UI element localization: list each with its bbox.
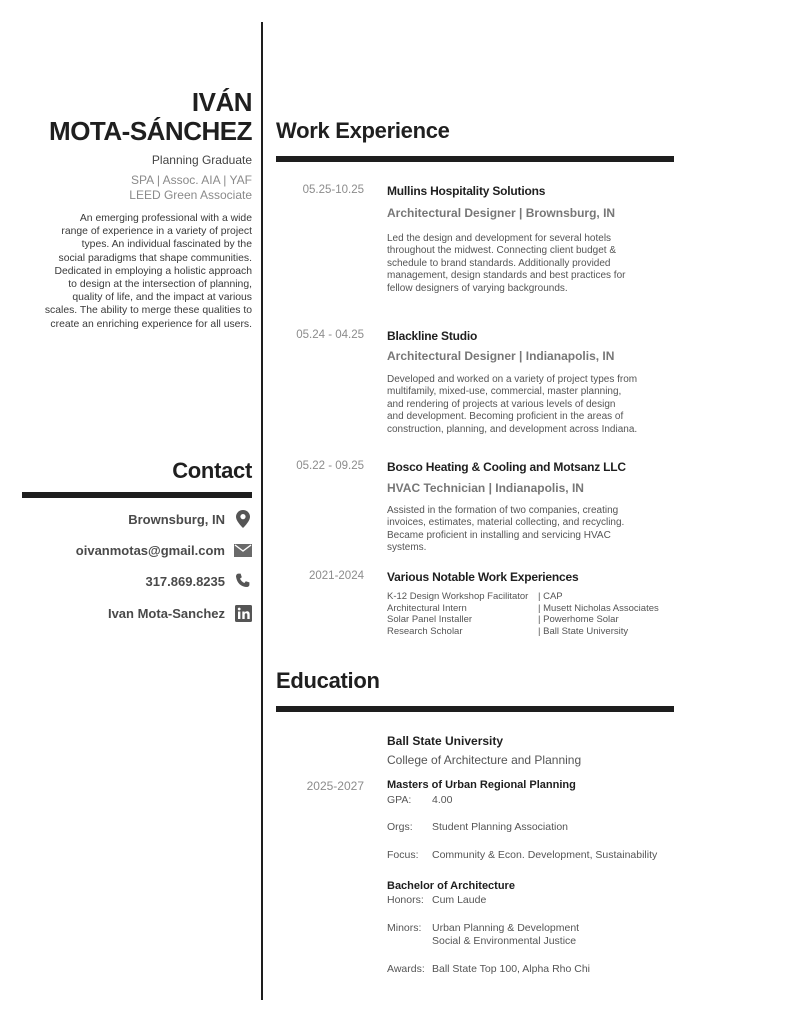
- job-desc-line: Led the design and development for several hotels: [387, 233, 612, 244]
- work-experience-heading: Work Experience: [276, 118, 450, 143]
- awards-row: [387, 963, 590, 975]
- job-dates: 05.22 - 09.25: [296, 460, 364, 472]
- focus-value: Community & Econ. Development, Sustainability: [432, 849, 658, 861]
- notable-org: | Ball State University: [538, 625, 629, 637]
- job-desc-line: Assisted in the formation of two companies, creating: [387, 505, 619, 516]
- credential-line: SPA | Assoc. AIA | YAF: [131, 173, 252, 187]
- email-text[interactable]: oivanmotas@gmail.com: [75, 542, 225, 558]
- notable-role: Solar Panel Installer: [387, 614, 473, 625]
- phone-icon: [234, 572, 252, 590]
- focus-label: Focus:: [387, 849, 419, 861]
- notable-role: K-12 Design Workshop Facilitator: [387, 591, 529, 602]
- focus-row: [387, 849, 657, 861]
- honors-row: [387, 894, 486, 906]
- gpa-value: 4.00: [432, 794, 453, 806]
- minor-value: Social & Environmental Justice: [432, 935, 577, 947]
- job-description: [387, 374, 672, 436]
- education-rule: [276, 706, 674, 712]
- minor-value: Urban Planning & Development: [432, 922, 580, 934]
- honors-value: Cum Laude: [432, 894, 487, 906]
- profile-summary: [18, 212, 252, 331]
- orgs-value: Student Planning Association: [432, 821, 569, 833]
- minors-row: [387, 922, 580, 947]
- job-description: [387, 505, 672, 555]
- job-role: Architectural Designer | Indianapolis, IN: [387, 349, 615, 363]
- contact-linkedin[interactable]: [18, 603, 252, 623]
- minors-label: Minors:: [387, 922, 422, 934]
- summary-line: quality of life, and the impact at various: [72, 292, 252, 304]
- job-desc-line: throughout the midwest. Connecting client budget &: [387, 245, 617, 257]
- education-dates: 2025-2027: [306, 779, 364, 793]
- profile-subtitle: Planning Graduate: [151, 153, 252, 167]
- job-desc-line: construction, planning, and development across Indiana.: [387, 423, 638, 435]
- notable-role: Research Scholar: [387, 625, 463, 637]
- contact-email[interactable]: [18, 540, 252, 560]
- phone-text[interactable]: 317.869.8235: [145, 573, 225, 589]
- job-description: [387, 233, 672, 295]
- job-desc-line: schedule to brand standards. Additionally provided: [387, 257, 611, 269]
- summary-line: scales. The ability to merge these qualities to: [44, 305, 252, 317]
- job-desc-line: management, design standards and best practices for: [387, 270, 626, 282]
- job-desc-line: Became proficient in installing and servicing HVAC: [387, 529, 611, 541]
- job-role: Architectural Designer | Brownsburg, IN: [387, 206, 616, 220]
- credentials: [18, 173, 252, 203]
- gpa-label: GPA:: [387, 794, 412, 806]
- summary-line: types. An individual fascinated by the: [81, 239, 252, 251]
- notable-org: | CAP: [538, 591, 563, 602]
- notable-dates: 2021-2024: [309, 570, 364, 582]
- job-desc-line: invoices, estimates, material collecting, and recycling.: [387, 517, 625, 529]
- summary-line: to design at the intersection of planning,: [68, 279, 252, 291]
- notable-title: Various Notable Work Experiences: [387, 570, 579, 584]
- summary-line: range of experience in a variety of project: [61, 226, 252, 238]
- education-heading: Education: [276, 668, 380, 693]
- candidate-name: [18, 88, 252, 146]
- last-name: MOTA-SÁNCHEZ: [49, 116, 252, 146]
- mail-icon: [234, 541, 252, 559]
- job-desc-line: systems.: [387, 542, 427, 554]
- notable-role: Architectural Intern: [387, 602, 467, 614]
- awards-label: Awards:: [387, 963, 425, 975]
- location-text: Brownsburg, IN: [128, 511, 225, 527]
- linkedin-icon: [234, 604, 252, 622]
- location-pin-icon: [234, 510, 252, 528]
- credential-line: LEED Green Associate: [129, 188, 252, 202]
- contact-phone[interactable]: [18, 571, 252, 591]
- job-org: Blackline Studio: [387, 329, 478, 343]
- summary-line: create an enriching experience for all users.: [50, 318, 252, 330]
- work-rule: [276, 156, 674, 162]
- first-name: IVÁN: [191, 87, 252, 117]
- job-desc-line: Developed and worked on a variety of project types from: [387, 374, 638, 385]
- job-org: Bosco Heating & Cooling and Motsanz LLC: [387, 460, 626, 474]
- orgs-label: Orgs:: [387, 821, 413, 833]
- masters-degree: Masters of Urban Regional Planning: [387, 779, 576, 791]
- job-desc-line: and development. Becoming proficient in the areas of: [387, 411, 624, 423]
- contact-rule: [22, 492, 252, 498]
- gpa-row: [387, 794, 452, 806]
- job-dates: 05.25-10.25: [302, 184, 364, 196]
- summary-line: An emerging professional with a wide: [79, 213, 252, 224]
- contact-location: [18, 509, 252, 529]
- college-name: College of Architecture and Planning: [387, 753, 582, 767]
- job-role: HVAC Technician | Indianapolis, IN: [387, 481, 584, 495]
- bachelor-degree: Bachelor of Architecture: [387, 880, 515, 892]
- orgs-row: [387, 821, 568, 833]
- job-desc-line: and rendering of projects at various levels of design: [387, 398, 616, 410]
- contact-heading: Contact: [172, 458, 252, 483]
- job-desc-line: multifamily, mixed-use, commercial, master planning,: [387, 386, 622, 398]
- notable-org: | Powerhome Solar: [538, 614, 619, 625]
- linkedin-text[interactable]: Ivan Mota-Sanchez: [107, 605, 225, 621]
- job-org: Mullins Hospitality Solutions: [387, 184, 546, 198]
- summary-line: social paradigms that shape communities.: [58, 252, 252, 264]
- school-name: Ball State University: [387, 734, 504, 748]
- job-desc-line: fellow designers of varying backgrounds.: [387, 282, 568, 294]
- notable-org: | Musett Nicholas Associates: [538, 602, 659, 614]
- vertical-divider: [261, 22, 263, 1000]
- honors-label: Honors:: [387, 894, 424, 906]
- summary-line: Dedicated in employing a holistic approach: [54, 265, 252, 277]
- job-dates: 05.24 - 04.25: [296, 329, 364, 341]
- awards-value: Ball State Top 100, Alpha Rho Chi: [432, 963, 590, 975]
